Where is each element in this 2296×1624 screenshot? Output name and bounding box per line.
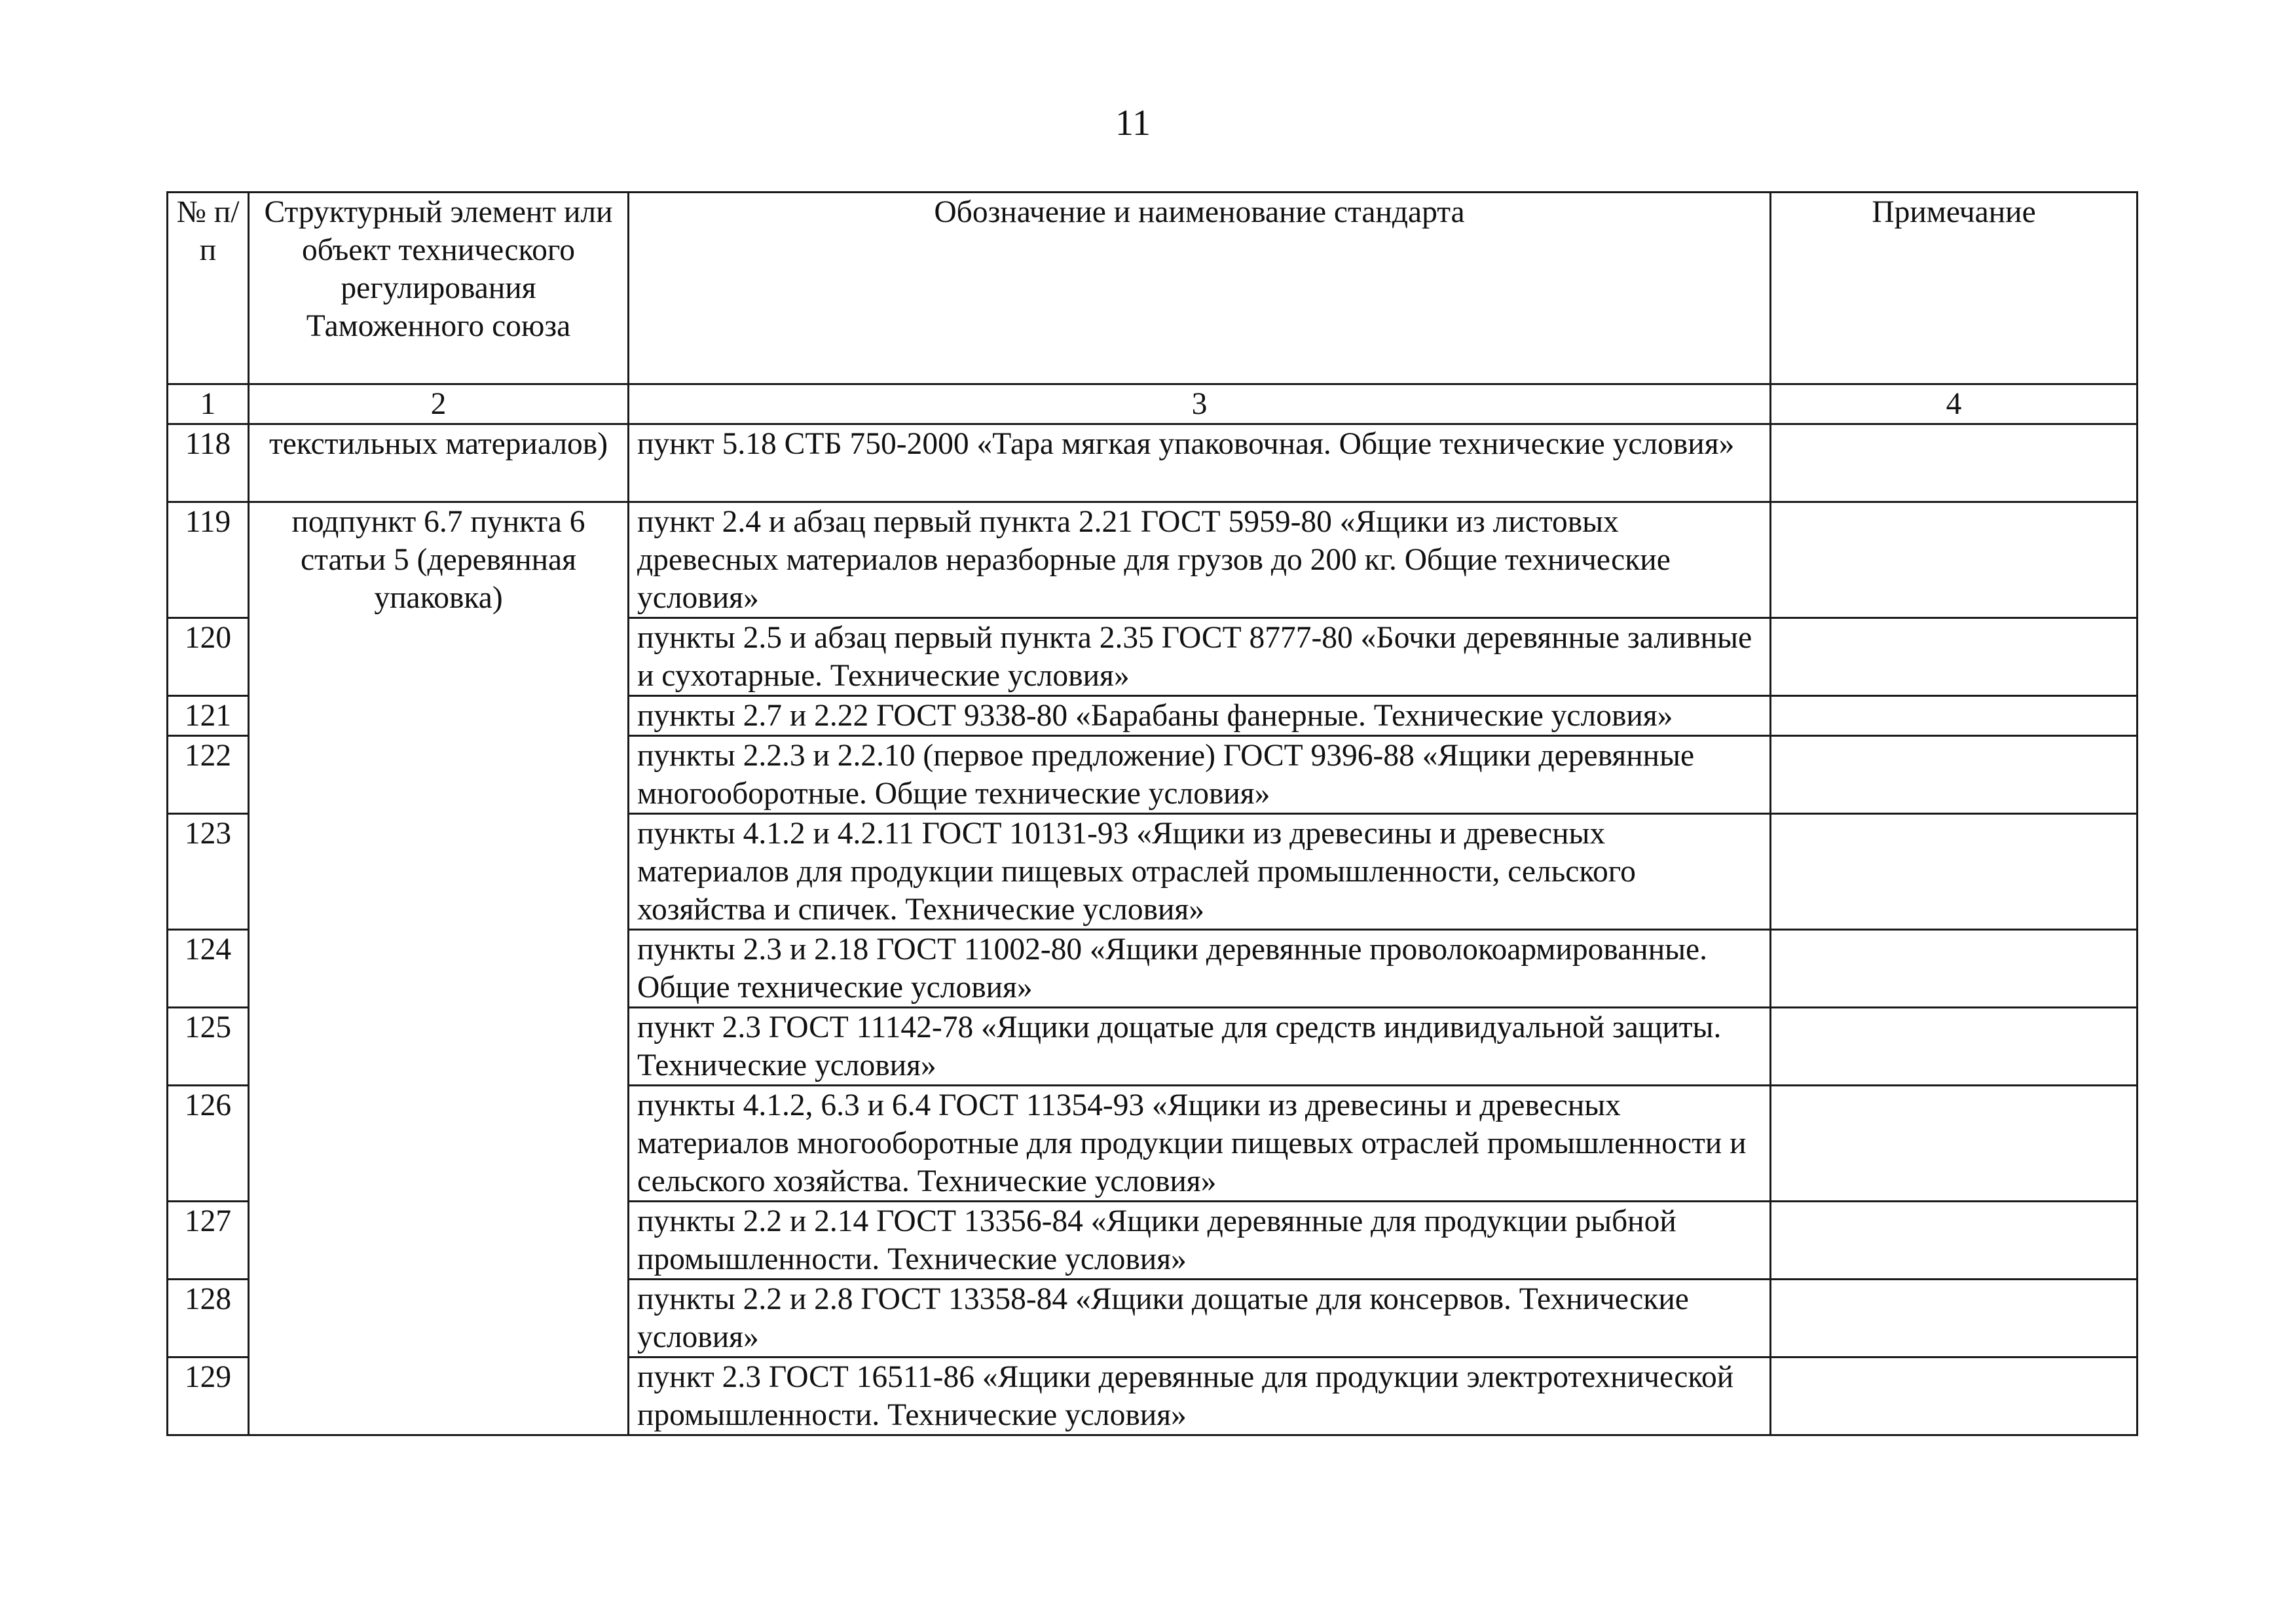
row-note [1771,502,2138,618]
row-standard: пункты 4.1.2 и 4.2.11 ГОСТ 10131-93 «Ящики из древесины и древесных материалов для продукции пищевых отраслей промышленности, сельского хозяйства и спичек. Технические условия» [629,814,1771,930]
row-standard: пункты 4.1.2, 6.3 и 6.4 ГОСТ 11354-93 «Ящики из древесины и древесных материалов многооборотные для продукции пищевых отраслей промышленности и сельского хозяйства. Технические условия» [629,1086,1771,1202]
row-note [1771,424,2138,502]
column-index-2: 2 [249,384,629,424]
row-number: 119 [168,502,249,618]
row-standard: пункт 5.18 СТБ 750-2000 «Тара мягкая упаковочная. Общие технические условия» [629,424,1771,502]
row-note [1771,736,2138,814]
header-num: № п/п [168,193,249,384]
row-note [1771,1280,2138,1357]
row-standard: пункт 2.3 ГОСТ 11142-78 «Ящики дощатые для средств индивидуальной защиты. Технические условия» [629,1008,1771,1086]
header-standard: Обозначение и наименование стандарта [629,193,1771,384]
row-number: 123 [168,814,249,930]
row-standard: пункты 2.2 и 2.14 ГОСТ 13356-84 «Ящики деревянные для продукции рыбной промышленности. Технические условия» [629,1202,1771,1280]
row-note [1771,1008,2138,1086]
row-note [1771,696,2138,736]
row-number: 126 [168,1086,249,1202]
row-note [1771,1202,2138,1280]
header-note: Примечание [1771,193,2138,384]
row-standard: пункты 2.5 и абзац первый пункта 2.35 ГОСТ 8777-80 «Бочки деревянные заливные и сухотарные. Технические условия» [629,618,1771,696]
row-number: 118 [168,424,249,502]
row-number: 125 [168,1008,249,1086]
row-standard: пункты 2.2.3 и 2.2.10 (первое предложение) ГОСТ 9396-88 «Ящики деревянные многооборотные. Общие технические условия» [629,736,1771,814]
row-standard: пункт 2.3 ГОСТ 16511-86 «Ящики деревянные для продукции электротехнической промышленности. Технические условия» [629,1357,1771,1435]
column-index-row [168,384,2138,424]
row-standard: пункты 2.7 и 2.22 ГОСТ 9338-80 «Барабаны фанерные. Технические условия» [629,696,1771,736]
table-header-row [168,193,2138,384]
table-row [168,424,2138,502]
row-standard: пункты 2.2 и 2.8 ГОСТ 13358-84 «Ящики дощатые для консервов. Технические условия» [629,1280,1771,1357]
column-index-4: 4 [1771,384,2138,424]
row-number: 124 [168,930,249,1008]
row-number: 127 [168,1202,249,1280]
page-number: 11 [1115,103,1151,143]
row-note [1771,1357,2138,1435]
header-element: Структурный элемент или объект технического регулирования Таможенного союза [249,193,629,384]
row-note [1771,930,2138,1008]
row-element-merged: подпункт 6.7 пункта 6 статьи 5 (деревянная упаковка) [249,502,629,1435]
row-number: 120 [168,618,249,696]
table-row [168,502,2138,618]
column-index-3: 3 [629,384,1771,424]
row-element: текстильных материалов) [249,424,629,502]
row-number: 128 [168,1280,249,1357]
row-number: 122 [168,736,249,814]
column-index-1: 1 [168,384,249,424]
row-note [1771,1086,2138,1202]
row-standard: пункты 2.3 и 2.18 ГОСТ 11002-80 «Ящики деревянные проволокоармированные. Общие технические условия» [629,930,1771,1008]
row-note [1771,618,2138,696]
row-number: 121 [168,696,249,736]
row-note [1771,814,2138,930]
row-number: 129 [168,1357,249,1435]
row-standard: пункт 2.4 и абзац первый пункта 2.21 ГОСТ 5959-80 «Ящики из листовых древесных материалов неразборные для грузов до 200 кг. Общие технические условия» [629,502,1771,618]
standards-table [166,191,2138,1436]
